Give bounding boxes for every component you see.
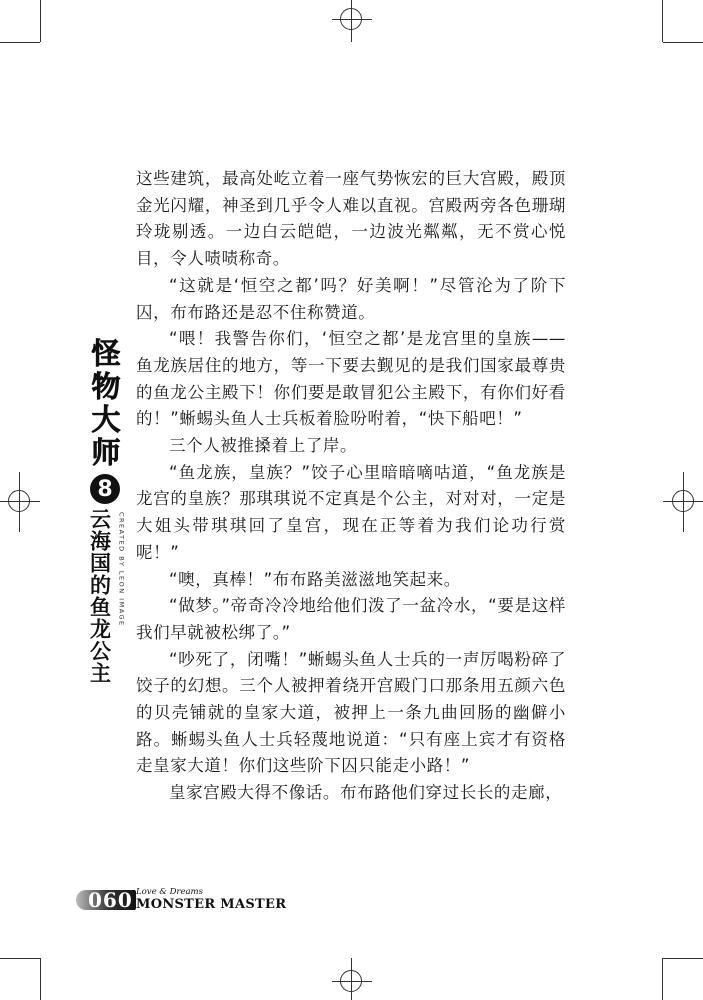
footer-tagline: Love & Dreams xyxy=(136,887,203,897)
volume-title: 云海国的鱼龙公主 xyxy=(87,508,112,684)
paragraph: 三个人被推搡着上了岸。 xyxy=(169,436,358,456)
crop-mark-top-right-h xyxy=(663,42,703,43)
crop-mark-bottom-right-h xyxy=(663,958,703,959)
footer-brand: MONSTER MASTER xyxy=(136,897,287,912)
paragraph: “噢，真棒！”布布路美滋滋地笑起来。 xyxy=(169,569,461,589)
paragraph: “喂！我警告你们，‘恒空之都’是龙宫里的皇族——鱼龙族居住的地方，等一下要去觐见的是我们国家最尊贵的鱼龙公主殿下！你们要是敢冒犯公主殿下，有你们好看的！”蜥蜴头鱼人士兵板着脸吩咐着，“快下船吧！” xyxy=(136,329,566,429)
subtitle-row xyxy=(85,508,126,684)
paragraph: “做梦。”帝奇冷冷地给他们泼了一盆冷水，“要是这样我们早就被松绑了。” xyxy=(136,596,566,642)
crop-mark-right-h xyxy=(663,501,703,502)
paragraph: “吵死了，闭嘴！”蜥蜴头鱼人士兵的一声厉喝粉碎了饺子的幻想。三个人被押着绕开宫殿门口那条用五颜六色的贝壳铺就的皇家大道，被押上一条九曲回肠的幽僻小路。蜥蜴头鱼人士兵轻蔑地说道：“只有座上宾才有资格走皇家大道！你们这些阶下囚只能走小路！” xyxy=(136,649,566,776)
crop-mark-bottom-right xyxy=(662,958,663,1000)
paragraph: “这就是‘恒空之都’吗？好美啊！”尽管沦为了阶下囚，布布路还是忍不住称赞道。 xyxy=(136,275,566,322)
crop-mark-top-right xyxy=(662,0,663,42)
paragraph: “鱼龙族，皇族？”饺子心里暗暗嘀咕道，“鱼龙族是龙宫的皇族？那琪琪说不定真是个公主，对对对，一定是大姐头带琪琪回了皇宫，现在正等着为我们论功行赏呢！” xyxy=(136,462,566,562)
series-title: 怪物大师 xyxy=(87,338,122,470)
crop-mark-top-center-h xyxy=(332,19,372,20)
credit-line: CREATED BY LEON IMAGE xyxy=(117,512,126,627)
crop-mark-top-left-h xyxy=(0,42,40,43)
crop-mark-bottom-left xyxy=(40,958,41,1000)
book-side-title xyxy=(80,338,130,684)
paragraph: 这些建筑，最高处屹立着一座气势恢宏的巨大宫殿，殿顶金光闪耀，神圣到几乎令人难以直视。宫殿两旁各色珊瑚玲珑剔透。一边白云皑皑，一边波光粼粼，无不赏心悦目，令人啧啧称奇。 xyxy=(136,169,566,269)
paragraph: 皇家宫殿大得不像话。布布路他们穿过长长的走廊， xyxy=(169,783,563,803)
crop-mark-bottom-left-h xyxy=(0,958,40,959)
body-text xyxy=(136,166,566,807)
volume-number-badge: 8 xyxy=(90,474,120,504)
crop-mark-left-h xyxy=(0,501,40,502)
page-footer xyxy=(76,886,316,916)
crop-mark-bottom-center-h xyxy=(332,981,372,982)
crop-mark-top-left xyxy=(40,0,41,42)
page-number: 060 xyxy=(88,888,133,912)
